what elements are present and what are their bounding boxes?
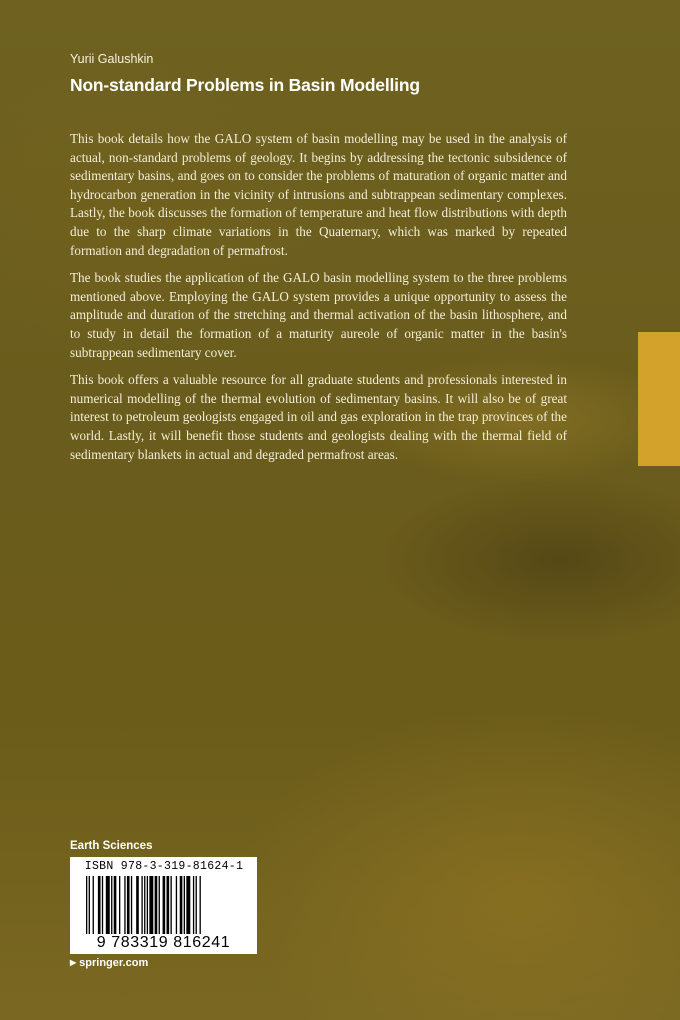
blurb-text xyxy=(70,130,567,473)
blurb-paragraph-1: This book details how the GALO system of basin modelling may be used in the analysis of actual, non-standard problems of geology. It begins by addressing the tectonic subsidence of sedimentary basins, and goes on to consider the problems of maturation of organic matter and hydrocarbon generation in the vicinity of intrusions and subtrappean sedimentary complexes. Lastly, the book discusses the formation of temperature and heat flow distributions with depth due to the sharp climate variations in the Quaternary, which was marked by repeated formation and degradation of permafrost. xyxy=(70,131,567,258)
book-title: Non-standard Problems in Basin Modelling xyxy=(70,75,420,95)
barcode-digits: 9 783319 816241 xyxy=(96,934,231,951)
color-tab-accent xyxy=(638,332,680,466)
blurb-paragraph-3: This book offers a valuable resource for all graduate students and professionals interested in numerical modelling of the thermal evolution of sedimentary basins. It will also be of great interest to petroleum geologists engaged in oil and gas exploration in the trap provinces of the world. Lastly, it will benefit those students and geologists dealing with the thermal field of sedimentary blankets in actual and degraded permafrost areas. xyxy=(70,372,567,462)
isbn-number: ISBN 978-3-319-81624-1 xyxy=(84,860,244,873)
arrow-right-icon: ▶ xyxy=(70,958,77,967)
subject-category: Earth Sciences xyxy=(70,840,153,852)
barcode-icon xyxy=(86,876,241,934)
author-name: Yurii Galushkin xyxy=(70,52,154,66)
publisher-website xyxy=(70,957,148,969)
blurb-paragraph-2: The book studies the application of the GALO basin modelling system to the three problems mentioned above. Employing the GALO system provides a unique opportunity to assess the amplitude and duration of the stretching and thermal activation of the basin lithosphere, and to study in detail the formation of a maturity aureole of organic matter in the basin's subtrappean sedimentary cover. xyxy=(70,270,567,360)
website-label: springer.com xyxy=(79,957,149,969)
isbn-barcode xyxy=(70,857,257,954)
